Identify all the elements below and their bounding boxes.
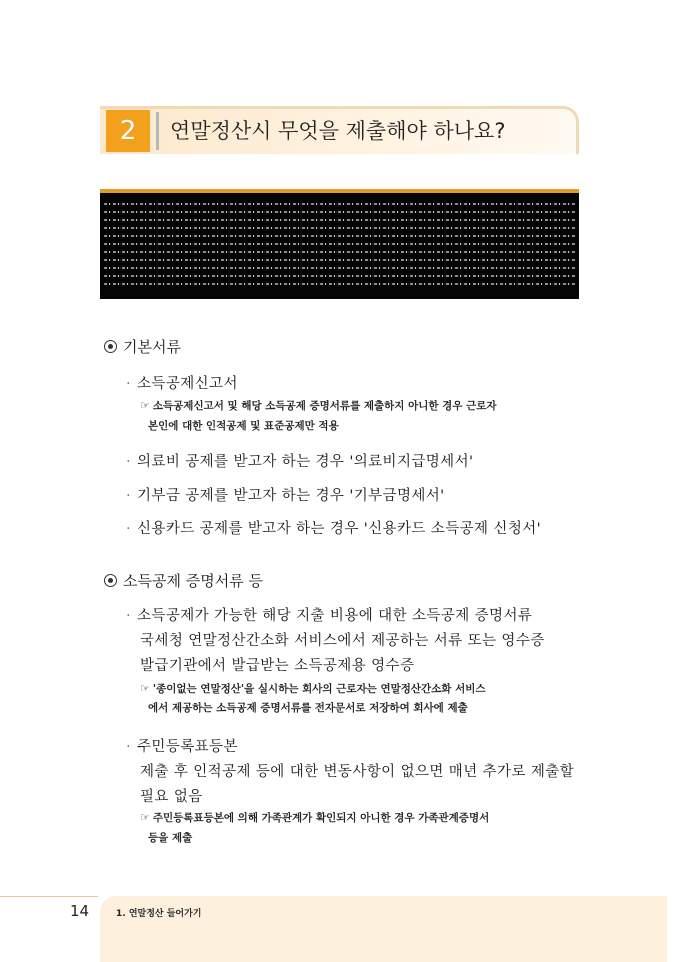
list-item: · 의료비 공제를 받고자 하는 경우 '의료비지급명세서': [126, 454, 474, 470]
pointing-hand-icon: ☞: [140, 682, 150, 695]
banner-text-line: [104, 219, 575, 221]
list-item-continuation: 발급기관에서 발급받는 소득공제용 영수증: [140, 658, 415, 674]
list-item: · 소득공제가 가능한 해당 지출 비용에 대한 소득공제 증명서류: [126, 608, 533, 624]
bullet-dot: ·: [126, 739, 132, 755]
list-item: · 소득공제신고서: [126, 376, 238, 392]
note-line: 에서 제공하는 소득공제 증명서류를 전자문서로 저장하여 회사에 제출: [148, 702, 468, 714]
banner-text-line: [104, 283, 575, 285]
circle-dot-icon: [104, 574, 117, 587]
pointing-hand-icon: ☞: [140, 811, 150, 824]
list-item-continuation: 국세청 연말정산간소화 서비스에서 제공하는 서류 또는 영수증: [140, 633, 545, 649]
list-item: · 주민등록표등본: [126, 739, 238, 755]
list-item: · 기부금 공제를 받고자 하는 경우 '기부금명세서': [126, 488, 445, 504]
proof-docs-heading: 소득공제 증명서류 등: [104, 570, 263, 591]
section-divider: [156, 112, 159, 150]
note-line: 본인에 대한 인적공제 및 표준공제만 적용: [148, 420, 339, 432]
list-item-continuation: 필요 없음: [140, 789, 203, 805]
footer-rule: [0, 896, 98, 897]
bullet-dot: ·: [126, 521, 132, 537]
bullet-dot: ·: [126, 376, 132, 392]
banner-text-line: [104, 211, 575, 213]
note-line: 등을 제출: [148, 832, 193, 844]
banner-text-line: [104, 259, 575, 261]
banner-text-line: [104, 275, 575, 277]
banner-text-line: [104, 203, 575, 205]
note-line: ☞ 주민등록표등본에 의해 가족관계가 확인되지 아니한 경우 가족관계증명서: [140, 811, 490, 824]
bullet-dot: ·: [126, 608, 132, 624]
bullet-dot: ·: [126, 488, 132, 504]
intro-banner: [100, 189, 579, 299]
banner-text-line: [104, 267, 575, 269]
list-item-continuation: 제출 후 인적공제 등에 대한 변동사항이 없으면 매년 추가로 제출할: [140, 764, 575, 780]
banner-text-line: [104, 251, 575, 253]
banner-top-stripe: [100, 189, 579, 193]
circle-dot-icon: [104, 340, 117, 353]
note-line: ☞ '종이없는 연말정산'을 실시하는 회사의 근로자는 연말정산간소화 서비스: [140, 682, 486, 695]
banner-text-line: [104, 235, 575, 237]
banner-text-line: [104, 243, 575, 245]
section-number: 2: [106, 110, 150, 152]
note-line: ☞ 소득공제신고서 및 해당 소득공제 증명서류를 제출하지 아니한 경우 근로자: [140, 399, 497, 412]
page-number: 14: [70, 902, 90, 920]
section-title: 연말정산시 무엇을 제출해야 하나요?: [170, 119, 506, 143]
list-item: · 신용카드 공제를 받고자 하는 경우 '신용카드 소득공제 신청서': [126, 521, 542, 537]
pointing-hand-icon: ☞: [140, 399, 150, 412]
basic-docs-heading: 기본서류: [104, 336, 181, 357]
bullet-dot: ·: [126, 454, 132, 470]
banner-text-line: [104, 227, 575, 229]
footer-chapter: 1. 연말정산 들어가기: [116, 909, 202, 919]
